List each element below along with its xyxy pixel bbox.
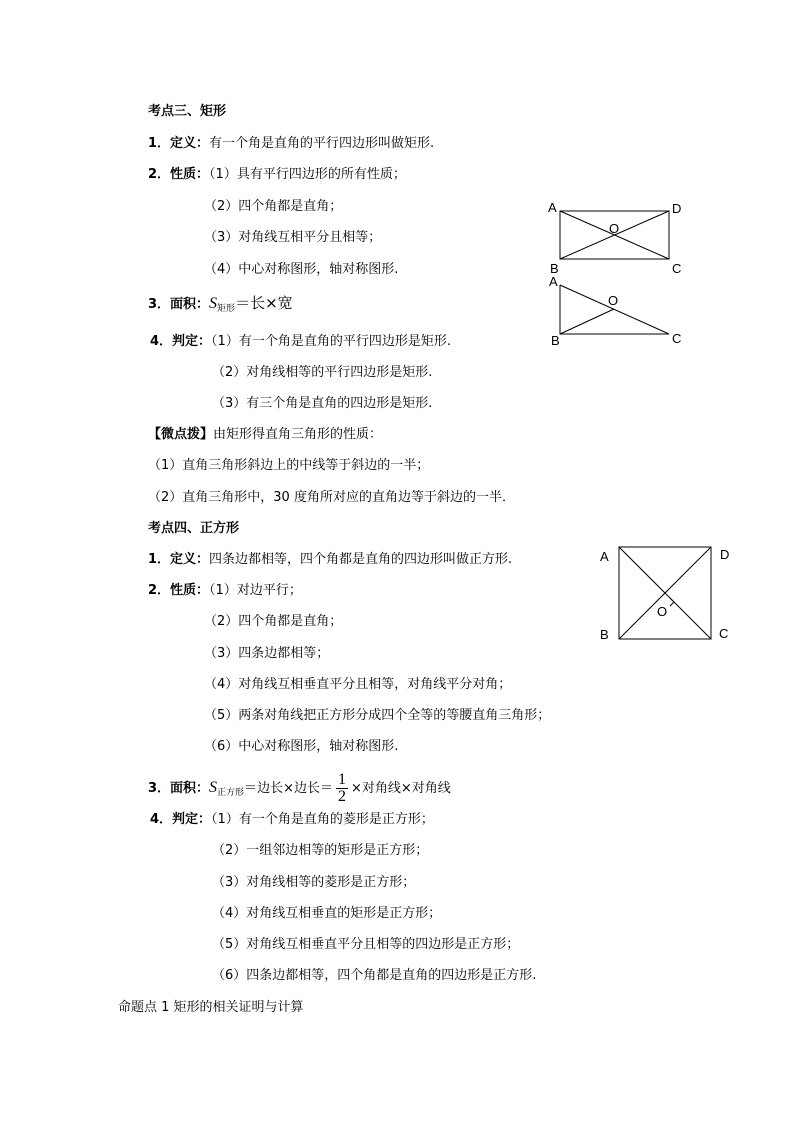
triangle-median (560, 309, 614, 334)
rect-prop-4: （4）中心对称图形，轴对称图形. (204, 262, 399, 277)
square-def-label: 1．定义： (148, 552, 210, 567)
rect-prop-2: （2）四个角都是直角； (204, 199, 343, 214)
square-prop-6: （6）中心对称图形，轴对称图形. (204, 739, 399, 754)
rect-judge-3: （3）有三个角是直角的四边形是矩形. (212, 396, 433, 411)
tip-line (148, 426, 382, 444)
square-properties (148, 582, 302, 600)
rect-label-d: D (672, 201, 682, 216)
rect-label-a: A (548, 200, 557, 215)
rect-judgement (150, 333, 451, 351)
square-definition (148, 551, 512, 569)
square-label-a: A (600, 549, 609, 564)
square-def-text: 四条边都相等，四个角都是直角的四边形叫做正方形. (209, 552, 513, 567)
square-area-sub: 正方形 (217, 788, 245, 798)
tip-2: （2）直角三角形中，30 度角所对应的直角边等于斜边的一半． (148, 490, 515, 505)
rect-area (148, 294, 293, 318)
square-judge-1: （1）有一个角是直角的菱形是正方形； (211, 812, 434, 827)
square-prop-label: 2．性质： (148, 583, 210, 598)
square-judge-6: （6）四条边都相等，四个角都是直角的四边形是正方形. (212, 968, 537, 983)
rect-judge-1: （1）有一个角是直角的平行四边形是矩形. (211, 334, 451, 349)
rect-area-symbol: S (209, 295, 218, 312)
rectangle-figure (545, 198, 695, 280)
square-area-symbol: S (209, 779, 218, 796)
footer-topic: 命题点 1 矩形的相关证明与计算 (118, 1000, 304, 1015)
rect-area-label: 3．面积： (148, 297, 210, 312)
square-prop-1: （1）对边平行； (209, 583, 302, 598)
fraction-numerator: 1 (337, 771, 346, 788)
square-label-o: O (657, 604, 668, 619)
square-area-label: 3．面积： (148, 781, 210, 796)
section4-title: 考点四、正方形 (148, 521, 240, 536)
rect-area-sub: 矩形 (217, 304, 236, 314)
rect-label-o: O (609, 221, 620, 236)
square-area-end: ×对角线×对角线 (350, 781, 451, 796)
tri-label-a: A (549, 274, 558, 289)
square-area-mid: ＝边长×边长＝ (244, 781, 333, 796)
square-area-fraction (336, 772, 348, 805)
square-label-b: B (600, 627, 609, 642)
tip-1: （1）直角三角形斜边上的中线等于斜边的一半； (148, 458, 430, 473)
square-figure (595, 540, 745, 650)
triangle-figure (545, 274, 695, 349)
square-label-c: C (719, 626, 729, 641)
rect-def-text: 有一个角是直角的平行四边形叫做矩形. (209, 136, 435, 151)
rect-prop-label: 2．性质： (148, 167, 210, 182)
square-judge-3: （3）对角线相等的菱形是正方形； (212, 875, 416, 890)
square-judgement (150, 811, 434, 829)
rect-prop-1: （1）具有平行四边形的所有性质； (209, 167, 406, 182)
tri-label-b: B (551, 333, 560, 348)
tip-text: 由矩形得直角三角形的性质： (213, 427, 383, 442)
square-prop-3: （3）四条边都相等； (204, 646, 330, 661)
rect-label-c: C (672, 261, 682, 276)
square-prop-5: （5）两条对角线把正方形分成四个全等的等腰直角三角形； (204, 708, 551, 723)
rect-judge-label: 4．判定： (150, 334, 212, 349)
tri-label-o: O (608, 293, 619, 308)
square-area (148, 772, 451, 805)
square-judge-4: （4）对角线互相垂直的矩形是正方形； (212, 906, 442, 921)
square-judge-2: （2）一组邻边相等的矩形是正方形； (212, 843, 429, 858)
square-judge-5: （5）对角线互相垂直平分且相等的四边形是正方形； (212, 937, 520, 952)
square-prop-2: （2）四个角都是直角； (204, 614, 343, 629)
right-angle-mark (670, 598, 674, 606)
rect-label-b: B (550, 261, 559, 276)
fraction-denominator: 2 (337, 788, 346, 805)
rect-judge-2: （2）对角线相等的平行四边形是矩形. (212, 365, 433, 380)
square-judge-label: 4．判定： (150, 812, 212, 827)
square-prop-4: （4）对角线互相垂直平分且相等，对角线平分对角； (204, 677, 512, 692)
section3-title: 考点三、矩形 (148, 104, 227, 119)
rect-area-formula: ＝长×宽 (235, 294, 293, 312)
square-label-d: D (720, 547, 730, 562)
rect-definition (148, 135, 434, 153)
tri-label-c: C (672, 331, 682, 346)
tip-label: 【微点拨】 (148, 427, 214, 442)
rect-prop-3: （3）对角线互相平分且相等； (204, 230, 382, 245)
rect-properties (148, 166, 406, 184)
rect-def-label: 1．定义： (148, 136, 210, 151)
